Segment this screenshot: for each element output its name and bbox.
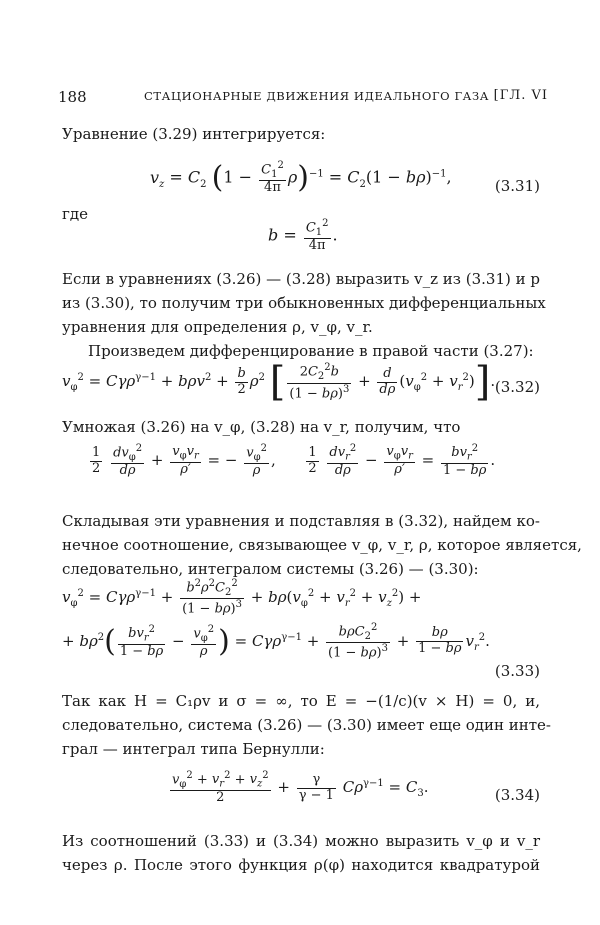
text-line: нечное соотношение, связывающее v_φ, v_r, ρ, которое является, <box>62 536 582 554</box>
text-line: через ρ. После этого функция ρ(φ) находится квадратурой <box>62 856 540 874</box>
text-line: Произведем дифференцирование в правой части (3.27): <box>88 342 534 360</box>
equation-pair: $\frac{1}{2}$ $\frac{dv_\varphi^2}{d\rho}$ + $\frac{v_\varphi v_r}{\rho'}$ = − $\frac{v_\varphi^2}{\rho}$ , $\frac{1}{2}$ $\frac{dv_r^2}{d\rho}$ − $\frac{v_\varphi v_r}{\rho'}$ = $\frac{bv_r^2}{1 - b\rho}$ . <box>92 443 496 479</box>
text-line: Складывая эти уравнения и подставляя в (3.32), найдем ко- <box>62 512 540 530</box>
text-line: Так как H = C₁ρv и σ = ∞, то E = −(1/c)(v × H) = 0, и, <box>62 692 540 710</box>
page-number: 188 <box>58 88 87 106</box>
equation-number: (3.34) <box>494 786 540 804</box>
running-title: СТАЦИОНАРНЫЕ ДВИЖЕНИЯ ИДЕАЛЬНОГО ГАЗА <box>144 89 490 103</box>
text-line: из (3.30), то получим три обыкновенных дифференциальных <box>62 294 546 312</box>
equation-number: (3.32) <box>494 378 540 396</box>
running-header <box>58 88 548 108</box>
equation-3-34: $\frac{v_\varphi^2 + v_r^2 + v_z^2}{2}$ + $\frac{\gamma}{\gamma - 1}$ $C\rho^{\gamma-1} = C_3$. <box>172 770 429 806</box>
equation-3-32: $v_\varphi^2 = C\gamma\rho^{\gamma-1} + b\rho v^2$ + $\frac{b}{2}$ $\rho^2$ [ $\frac{2C_2^2b}{(1 - b\rho)^3}$ + $\frac{d}{d\rho}$ $(v_\varphi^2 + v_r^2)$]. <box>62 359 496 405</box>
equation-3-33-line-1: $v_\varphi^2 = C\gamma\rho^{\gamma-1}$ + $\frac{b^2\rho^2C_2^2}{(1 - b\rho)^3}$ + $b\rho(v_\varphi^2 + v_r^2 + v_z^2)$ + <box>62 578 422 617</box>
equation-number: (3.33) <box>494 662 540 680</box>
text-line: Из соотношений (3.33) и (3.34) можно выразить v_φ и v_r <box>62 832 540 850</box>
text-line: следовательно, интегралом системы (3.26) — (3.30): <box>62 560 479 578</box>
text-line: где <box>62 205 88 223</box>
text-line: Умножая (3.26) на v_φ, (3.28) на v_r, получим, что <box>62 418 461 436</box>
text-line: грал — интеграл типа Бернулли: <box>62 740 325 758</box>
chapter-marker: [ГЛ. VI <box>493 88 548 103</box>
equation-b-definition: b = $\frac{C_1^2}{4\pi}$ . <box>268 218 338 254</box>
text-line: уравнения для определения ρ, v_φ, v_r. <box>62 318 373 336</box>
text-line: Если в уравнениях (3.26) — (3.28) выразить v_z из (3.31) и p <box>62 270 540 288</box>
text-line: Уравнение (3.29) интегрируется: <box>62 125 326 143</box>
equation-number: (3.31) <box>494 177 540 195</box>
text-line: следовательно, система (3.26) — (3.30) имеет еще один инте- <box>62 716 551 734</box>
equation-3-31: $v_z = C_2$ (1 − $\frac{C_1^2}{4\pi}$ $\rho)^{-1} = C_2(1 - b\rho)^{-1}$, <box>150 160 452 196</box>
equation-3-33-line-2: + $b\rho^2$( $\frac{bv_r^2}{1 - b\rho}$ − $\frac{v_\varphi^2}{\rho}$ ) = Cγρ$^{\gamma-1}$ + $\frac{b\rho C_2^2}{(1 - b\rho)^3}$ + $\frac{b\rho}{1 - b\rho}$ $v_r^2$. <box>62 622 490 661</box>
